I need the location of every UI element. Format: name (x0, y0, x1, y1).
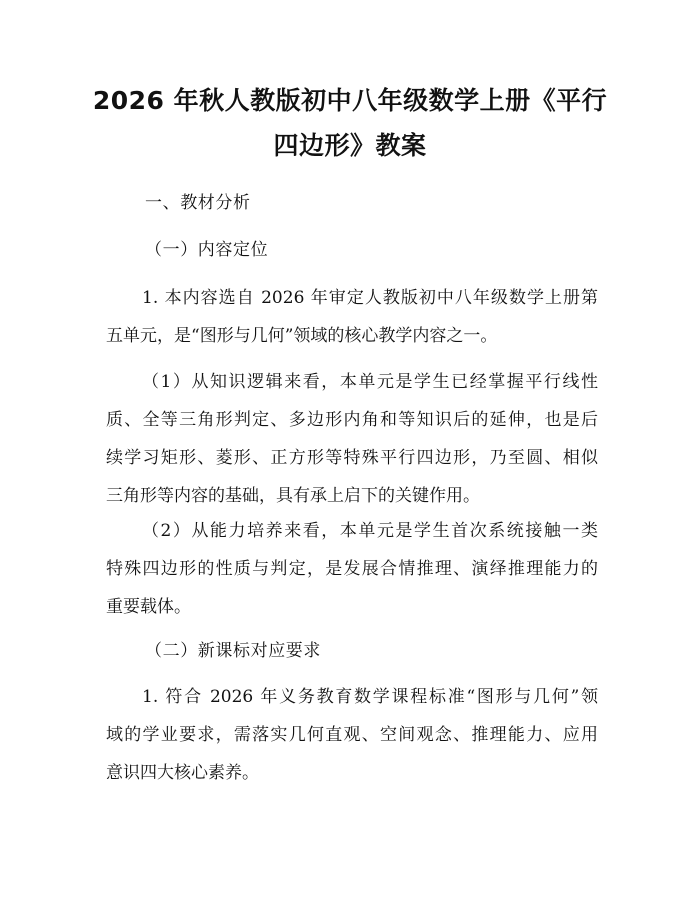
paragraph-4 (106, 686, 598, 800)
paragraph-line: 重要载体。 (106, 597, 191, 617)
paragraph-line: 五单元，是“图形与几何”领域的核心教学内容之一。 (106, 326, 498, 346)
subsection-heading-curriculum-requirements: （二）新课标对应要求 (145, 641, 321, 661)
paragraph-3 (106, 520, 598, 634)
paragraph-line: 1. 符合 2026 年义务教育数学课程标准“图形与几何”领 (142, 687, 598, 707)
paragraph-line: （1）从知识逻辑来看，本单元是学生已经掌握平行线性 (142, 372, 598, 392)
paragraph-line: 意识四大核心素养。 (106, 763, 259, 783)
section-heading-materials-analysis: 一、教材分析 (145, 193, 251, 213)
document-title-line-1: 2026 年秋人教版初中八年级数学上册《平行 (92, 86, 608, 115)
paragraph-line: 域的学业要求，需落实几何直观、空间观念、推理能力、应用 (106, 725, 598, 745)
subsection-heading-content-positioning: （一）内容定位 (145, 240, 269, 260)
paragraph-line: 续学习矩形、菱形、正方形等特殊平行四边形，乃至圆、相似 (106, 448, 598, 468)
paragraph-line: 三角形等内容的基础，具有承上启下的关键作用。 (106, 486, 480, 506)
paragraph-line: 1. 本内容选自 2026 年审定人教版初中八年级数学上册第 (142, 288, 598, 308)
paragraph-line: 质、全等三角形判定、多边形内角和等知识后的延伸，也是后 (106, 410, 598, 430)
paragraph-1 (106, 287, 598, 363)
document-title-line-2: 四边形》教案 (273, 131, 427, 160)
paragraph-line: （2）从能力培养来看，本单元是学生首次系统接触一类 (142, 521, 598, 541)
paragraph-2 (106, 371, 598, 523)
paragraph-line: 特殊四边形的性质与判定，是发展合情推理、演绎推理能力的 (106, 559, 598, 579)
